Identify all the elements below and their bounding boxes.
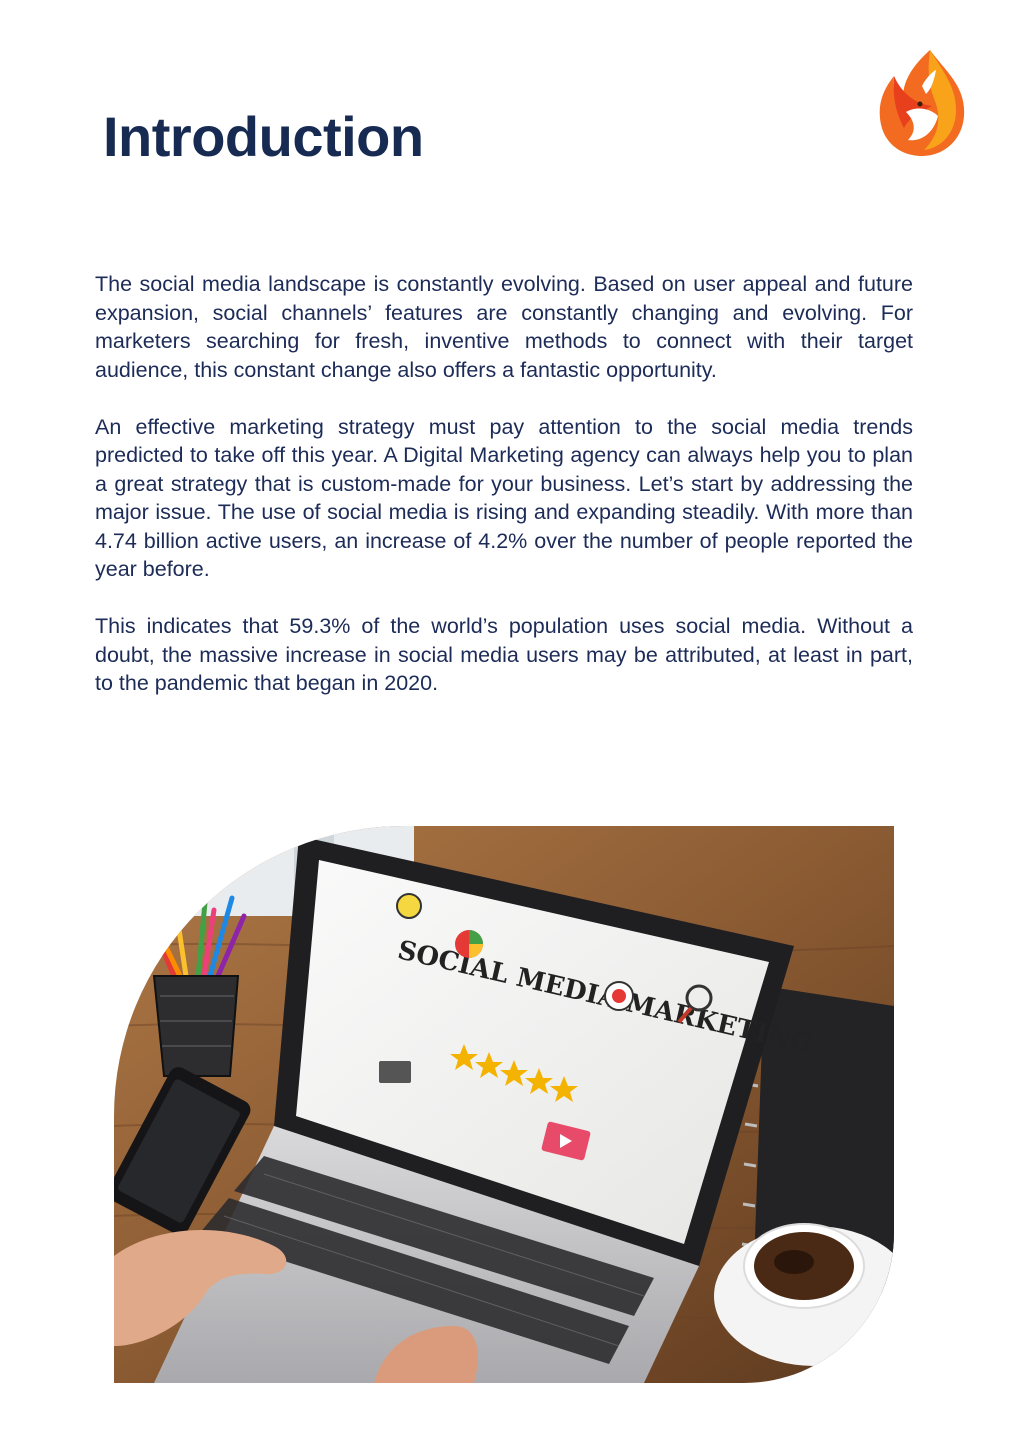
paragraph-1: The social media landscape is constantly evolving. Based on user appeal and future expansion, social channels’ features are constantly changing and evolving. For marketers searching for fresh, inventive methods to connect with their target audience, this constant change also offers a fantastic opportunity.: [95, 272, 913, 382]
screen-headline: SOCIAL MEDIA MARKETING: [394, 935, 816, 1061]
laptop-desk-photo: [114, 826, 894, 1383]
fox-flame-logo-icon: [876, 46, 968, 158]
paragraph-2: An effective marketing strategy must pay attention to the social media trends predicted to take off this year. A Digital Marketing agency can always help you to plan a great strategy that is custom-made for your business. Let’s start by addressing the major issue. The use of social media is rising and expanding steadily. With more than 4.74 billion active users, an increase of 4.2% over the number of people reported the year before.: [95, 414, 913, 581]
intro-body: [95, 270, 913, 726]
page-title: Introduction: [103, 105, 424, 168]
paragraph-3: This indicates that 59.3% of the world’s population uses social media. Without a doubt, the massive increase in social media users may be attributed, at least in part, to the pandemic that began in 2020.: [95, 614, 913, 695]
